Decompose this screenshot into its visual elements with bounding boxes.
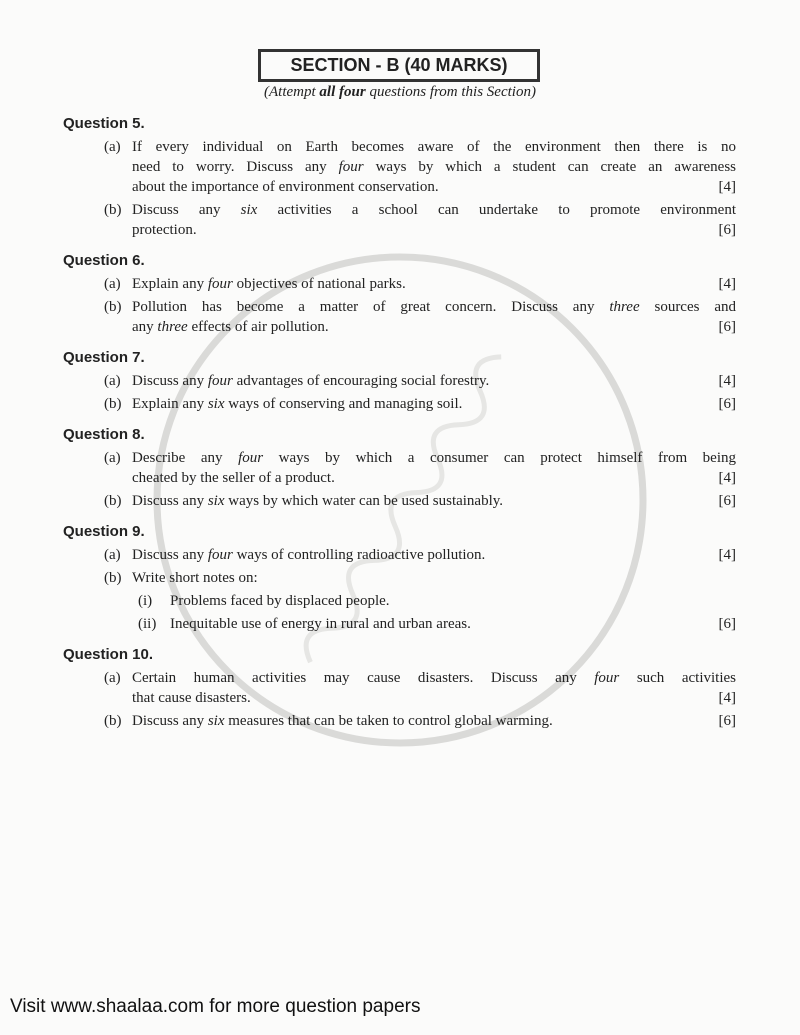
text-segment: need to worry. Discuss any <box>132 159 339 175</box>
text-segment: objectives of national parks. <box>232 276 406 292</box>
text-line <box>132 137 736 157</box>
marks-label: [6] <box>718 713 736 729</box>
text-segment: Problems faced by displaced people. <box>170 593 390 609</box>
footer-note: Visit www.shaalaa.com for more question papers <box>10 996 421 1017</box>
marks-label: [6] <box>718 319 736 335</box>
text-segment: Certain human activities may cause disasters. Discuss any <box>132 670 595 686</box>
question-part <box>63 448 736 488</box>
part-label: (a) <box>104 276 121 292</box>
section-instruction <box>0 84 800 101</box>
question-part <box>63 711 736 731</box>
text-segment: about the importance of environment conservation. <box>132 179 439 195</box>
text-line <box>132 568 736 588</box>
text-segment: If every individual on Earth becomes aware of the environment then there is no <box>132 139 736 155</box>
question-part <box>63 591 736 611</box>
question-block <box>63 645 736 731</box>
text-line <box>170 614 736 634</box>
part-label: (b) <box>104 299 122 315</box>
emphasis-text: six <box>207 396 225 412</box>
question-part <box>63 394 736 414</box>
question-block <box>63 522 736 634</box>
emphasis-text: three <box>609 299 640 315</box>
marks-label: [4] <box>718 179 736 195</box>
text-line <box>132 371 736 391</box>
part-label: (a) <box>104 139 121 155</box>
section-title: SECTION - B (40 MARKS) <box>258 49 540 82</box>
question-block <box>63 251 736 337</box>
emphasis-text: four <box>207 547 233 563</box>
question-part <box>63 297 736 337</box>
text-segment: cheated by the seller of a product. <box>132 470 335 486</box>
text-segment: Discuss any <box>132 713 208 729</box>
marks-label: [4] <box>718 547 736 563</box>
question-part <box>63 568 736 588</box>
text-line <box>132 220 736 240</box>
text-segment: Discuss any <box>132 373 208 389</box>
question-part <box>63 274 736 294</box>
marks-label: [6] <box>718 396 736 412</box>
emphasis-text: six <box>240 202 258 218</box>
question-block <box>63 348 736 414</box>
part-label: (ii) <box>138 616 157 632</box>
question-block <box>63 114 736 240</box>
question-heading: Question 6. <box>63 252 145 269</box>
text-segment: protection. <box>132 222 197 238</box>
text-line <box>132 468 736 488</box>
text-line <box>132 545 736 565</box>
question-heading: Question 10. <box>63 646 154 663</box>
text-line <box>132 448 736 468</box>
part-label: (b) <box>104 570 122 586</box>
text-line <box>132 274 736 294</box>
marks-label: [4] <box>718 373 736 389</box>
text-line <box>132 297 736 317</box>
text-segment: that cause disasters. <box>132 690 251 706</box>
text-line <box>132 491 736 511</box>
part-label: (b) <box>104 202 122 218</box>
part-label: (a) <box>104 670 121 686</box>
marks-label: [6] <box>718 222 736 238</box>
text-segment: Explain any <box>132 276 208 292</box>
marks-label: [6] <box>718 493 736 509</box>
question-part <box>63 200 736 240</box>
text-line <box>132 317 736 337</box>
question-part <box>63 137 736 197</box>
text-line <box>132 177 736 197</box>
part-label: (b) <box>104 493 122 509</box>
text-line <box>132 688 736 708</box>
text-segment: effects of air pollution. <box>187 319 329 335</box>
emphasis-text: three <box>157 319 188 335</box>
text-segment: Discuss any <box>132 493 208 509</box>
text-segment: any <box>132 319 158 335</box>
text-segment: sources and <box>639 299 736 315</box>
text-segment: measures that can be taken to control global warming. <box>224 713 553 729</box>
question-part <box>63 545 736 565</box>
text-line <box>132 668 736 688</box>
question-heading: Question 5. <box>63 115 145 132</box>
question-part <box>63 371 736 391</box>
question-block <box>63 425 736 511</box>
part-label: (a) <box>104 450 121 466</box>
text-segment: Inequitable use of energy in rural and urban areas. <box>170 616 471 632</box>
text-line <box>132 157 736 177</box>
text-segment: activities a school can undertake to promote environment <box>257 202 736 218</box>
text-segment: Describe any <box>132 450 239 466</box>
emphasis-text: six <box>207 493 225 509</box>
part-label: (a) <box>104 373 121 389</box>
marks-label: [4] <box>718 690 736 706</box>
part-label: (i) <box>138 593 153 609</box>
text-segment: advantages of encouraging social forestry. <box>232 373 490 389</box>
text-segment: Discuss any <box>132 547 208 563</box>
emphasis-text: four <box>238 450 264 466</box>
text-segment: ways by which a consumer can protect himself from being <box>263 450 736 466</box>
question-heading: Question 8. <box>63 426 145 443</box>
part-label: (a) <box>104 547 121 563</box>
text-segment: Write short notes on: <box>132 570 258 586</box>
emphasis-text: four <box>207 373 233 389</box>
part-label: (b) <box>104 396 122 412</box>
question-part <box>63 491 736 511</box>
emphasis-text: four <box>338 159 364 175</box>
text-segment: Discuss any <box>132 202 241 218</box>
marks-label: [4] <box>718 276 736 292</box>
question-heading: Question 7. <box>63 349 145 366</box>
text-segment: Pollution has become a matter of great concern. Discuss any <box>132 299 610 315</box>
emphasis-text: four <box>207 276 233 292</box>
question-part <box>63 614 736 634</box>
text-segment: ways by which a student can create an awareness <box>363 159 736 175</box>
question-heading: Question 9. <box>63 523 145 540</box>
marks-label: [6] <box>718 616 736 632</box>
text-segment: ways of conserving and managing soil. <box>224 396 463 412</box>
text-line <box>170 591 736 611</box>
text-segment: ways of controlling radioactive pollution. <box>232 547 486 563</box>
instruction-emphasis: all four <box>319 84 366 100</box>
text-segment: such activities <box>619 670 736 686</box>
text-line <box>132 200 736 220</box>
instruction-text: questions from this Section) <box>365 84 536 100</box>
emphasis-text: six <box>207 713 225 729</box>
text-line <box>132 394 736 414</box>
marks-label: [4] <box>718 470 736 486</box>
text-segment: ways by which water can be used sustainably. <box>224 493 504 509</box>
text-line <box>132 711 736 731</box>
question-part <box>63 668 736 708</box>
emphasis-text: four <box>594 670 620 686</box>
part-label: (b) <box>104 713 122 729</box>
instruction-text: (Attempt <box>264 84 320 100</box>
question-list <box>63 114 736 742</box>
text-segment: Explain any <box>132 396 208 412</box>
